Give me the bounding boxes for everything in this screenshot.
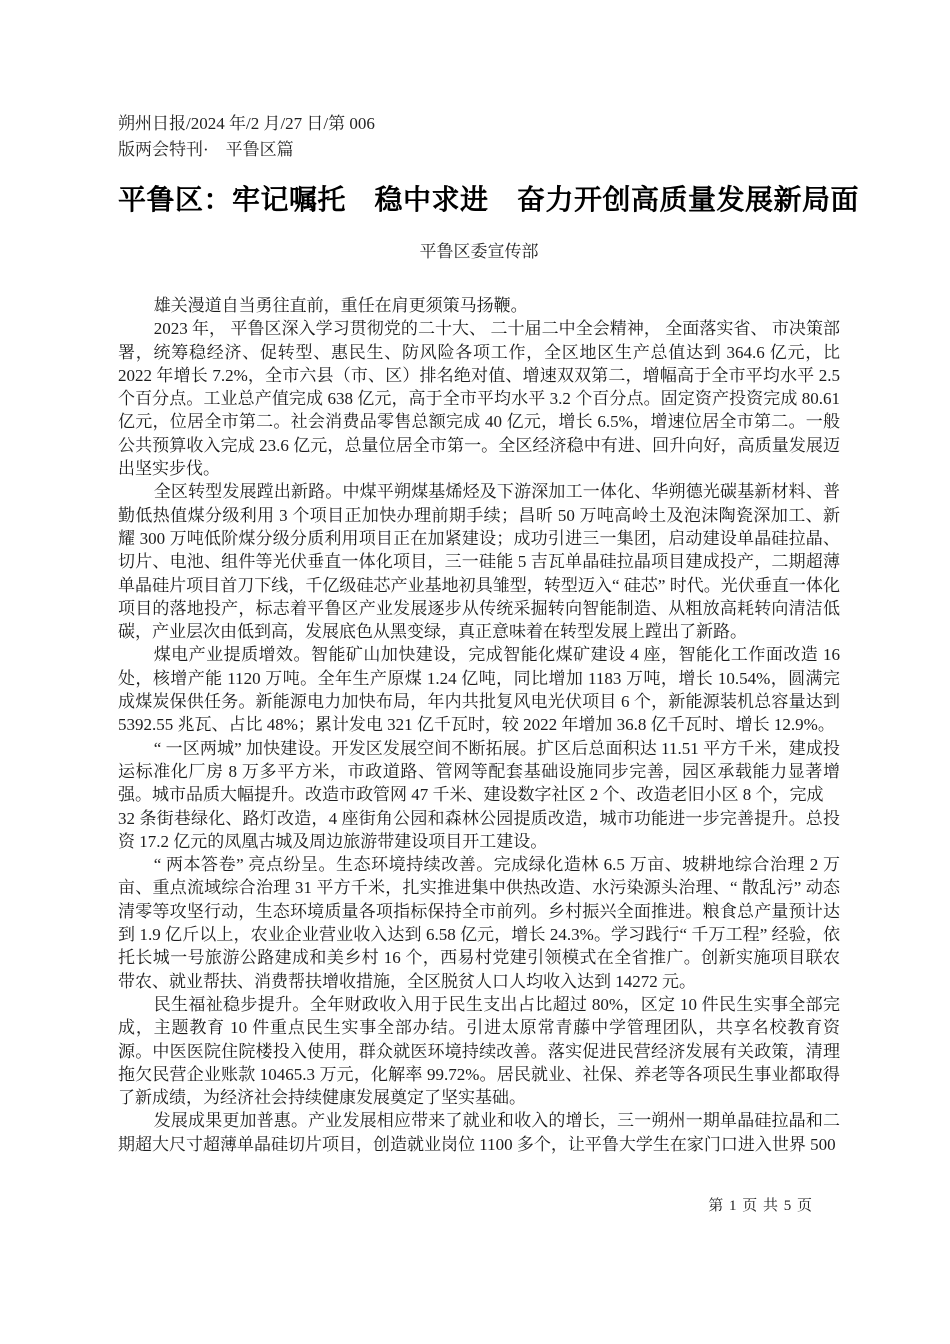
- article-body: [118, 294, 840, 1156]
- paragraph: 煤电产业提质增效。智能矿山加快建设，完成智能化煤矿建设 4 座，智能化工作面改造 16 处，核增产能 1120 万吨。全年生产原煤 1.24 亿吨，同比增加 1183 万吨，增长 10.54%，圆满完成煤炭保供任务。新能源电力加快布局，年内共批复风电光伏项目 6 个，新能源装机总容量达到5392.55 兆瓦、占比 48%；累计发电 321 亿千瓦时，较 2022 年增加 36.8 亿千瓦时、增长 12.9%。: [118, 645, 840, 735]
- paragraph: “ 一区两城” 加快建设。开发区发展空间不断拓展。扩区后总面积达 11.51 平方千米，建成投运标准化厂房 8 万多平方米，市政道路、管网等配套基础设施同步完善，园区承载能力显著增强。城市品质大幅提升。改造市政管网 47 千米、建设数字社区 2 个、改造老旧小区 8 个，完成: [118, 738, 840, 805]
- paragraph: 2023 年， 平鲁区深入学习贯彻党的二十大、 二十届二中全会精神， 全面落实省、 市决策部署，统筹稳经济、促转型、惠民生、防风险各项工作，全区地区生产总值达到 364.6 亿元，比 2022 年增长 7.2%，全市六县（市、区）排名绝对值、增速双双第二，增幅高于全市平均水平 2.5 个百分点。工业总产值完成 638 亿元，高于全市平均水平 3.2 个百分点。固定资产投资完成 80.61 亿元，位居全市第二。社会消费品零售总额完成 40 亿元，增长 6.5%，增速位居全市第二。一般公共预算收入完成 23.6 亿元，总量位居全市第一。全区经济稳中有进、回升向好，高质量发展迈出坚实步伐。: [118, 319, 840, 479]
- paragraph: 雄关漫道自当勇往直前，重任在肩更须策马扬鞭。: [153, 296, 528, 315]
- article-title: 平鲁区：牢记嘱托 稳中求进 奋力开创高质量发展新局面: [118, 185, 860, 216]
- source-line-2: 版两会特刊· 平鲁区篇: [118, 140, 294, 159]
- article-byline: 平鲁区委宣传部: [419, 242, 539, 261]
- paragraph: 全区转型发展蹚出新路。中煤平朔煤基烯烃及下游深加工一体化、华朔德光碳基新材料、普勤低热值煤分级利用 3 个项目正加快办理前期手续；昌昕 50 万吨高岭土及泡沫陶瓷深加工、新耀 300 万吨低阶煤分级分质利用项目正在加紧建设；成功引进三一集团，启动建设单晶硅拉晶、切片、电池、组件等光伏垂直一体化项目，三一硅能 5 吉瓦单晶硅拉晶项目建成投产，二期超薄单晶硅片项目首刀下线，千亿级硅芯产业基地初具雏型，转型迈入“ 硅芯” 时代。光伏垂直一体化项目的落地投产，标志着平鲁区产业发展逐步从传统采掘转向智能制造、从粗放高耗转向清洁低碳，产业层次由低到高，发展底色从黑变绿，真正意味着在转型发展上蹚出了新路。: [118, 482, 840, 642]
- paragraph: 发展成果更加普惠。产业发展相应带来了就业和收入的增长，三一朔州一期单晶硅拉晶和二期超大尺寸超薄单晶硅切片项目，创造就业岗位 1100 多个，让平鲁大学生在家门口进入世界 500: [118, 1111, 840, 1154]
- paragraph: 32 条街巷绿化、路灯改造，4 座街角公园和森林公园提质改造，城市功能进一步完善提升。总投资 17.2 亿元的凤凰古城及周边旅游带建设项目开工建设。: [118, 808, 840, 851]
- paragraph: “ 两本答卷” 亮点纷呈。生态环境持续改善。完成绿化造林 6.5 万亩、坡耕地综合治理 2 万亩、重点流域综合治理 31 平方千米，扎实推进集中供热改造、水污染源头治理、“ 散乱污” 动态清零等攻坚行动，生态环境质量各项指标保持全市前列。乡村振兴全面推进。粮食总产量预计达到 1.9 亿斤以上，农业企业营业收入达到 6.58 亿元，增长 24.3%。学习践行“ 千万工程” 经验，依托长城一号旅游公路建成和美乡村 16 个，西易村党建引领模式在全省推广。创新实施项目联农带农、就业帮扶、消费帮扶增收措施，全区脱贫人口人均收入达到 14272 元。: [118, 855, 840, 991]
- page-number: 第 1 页 共 5 页: [708, 1198, 813, 1214]
- source-line-1: 朔州日报/2024 年/2 月/27 日/第 006: [118, 114, 375, 133]
- paragraph: 民生福祉稳步提升。全年财政收入用于民生支出占比超过 80%，区定 10 件民生实事全部完成，主题教育 10 件重点民生实事全部办结。引进太原常青藤中学管理团队，共享名校教育资源。中医医院住院楼投入使用，群众就医环境持续改善。落实促进民营经济发展有关政策，清理拖欠民营企业账款 10465.3 万元，化解率 99.72%。居民就业、社保、养老等各项民生事业都取得了新成绩，为经济社会持续健康发展奠定了坚实基础。: [118, 994, 840, 1108]
- source-info: [118, 111, 840, 163]
